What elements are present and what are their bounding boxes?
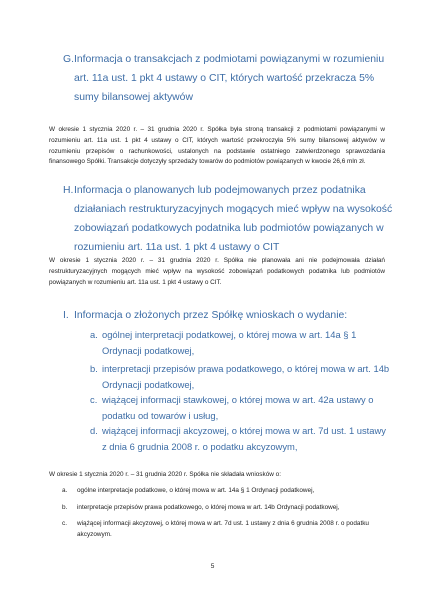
subitem-letter: d. [90,425,98,436]
subitem-letter: c. [90,394,98,405]
list-item-letter: a. [62,487,68,494]
subitem-text: wiążącej informacji stawkowej, o której mowa w art. 42a ustawy o podatku od towarów i usług, [102,394,374,422]
subitem-text: ogólnej interpretacji podatkowej, o której mowa w art. 14a § 1 Ordynacji podatkowej, [102,329,357,357]
list-item-text: wiążącej informacji akcyzowej, o której mowa w art. 7d ust. 1 ustawy z dnia 6 grudnia 2008 r. o podatku akcyzowym. [77,520,369,538]
section-i-body: W okresie 1 stycznia 2020 r. – 31 grudnia 2020 r. Spółka nie składała wniosków o: [49,471,281,478]
section-i-subitem-b [90,361,390,394]
subitem-text: interpretacji przepisów prawa podatkowego, o której mowa w art. 14b Ordynacji podatkowej, [102,363,390,391]
section-h-heading [63,181,398,257]
list-item-letter: c. [62,520,67,527]
section-i-title: Informacja o złożonych przez Spółkę wnioskach o wydanie: [74,310,348,321]
section-g-letter: G. [63,54,74,65]
subitem-letter: b. [90,363,98,374]
section-h-letter: H. [63,185,74,196]
section-i-subitem-a [90,327,390,360]
subitem-text: wiążącej informacji akcyzowej, o której mowa w art. 7d ust. 1 ustawy z dnia 6 grudnia 2008 r. o podatku akcyzowym, [102,425,386,453]
section-i-subitem-c [90,392,390,425]
section-h-title: Informacja o planowanych lub podejmowanych przez podatnika działaniach restrukturyzacyjnych mogących mieć wpływ na wysokość zobowiązań podatkowych podatnika lub podmiotów powiązanych w rozumieniu art. 11a ust. 1 pkt 4 ustawy o CIT [74,185,393,253]
section-i-letter: I. [63,310,69,321]
list-item-text: ogólne interpretacje podatkowe, o której mowa w art. 14a § 1 Ordynacji podatkowej, [77,487,315,494]
subitem-letter: a. [90,329,98,340]
page-number: 5 [210,563,215,570]
list-item-letter: b. [62,504,68,511]
section-i-subitem-d [90,423,390,456]
section-g-title: Informacja o transakcjach z podmiotami powiązanymi w rozumieniu art. 11a ust. 1 pkt 4 ustawy o CIT, których wartość przekracza 5% sumy bilansowej aktywów [74,54,385,103]
section-h-body: W okresie 1 stycznia 2020 r. – 31 grudnia 2020 r. Spółka nie planowała ani nie podejmowała działań restrukturyzacyjnych mogących mieć wpływ na wysokość zobowiązań podatkowych podatnika lub podmiotów powiązanych w rozumieniu art. 11a ust. 1 pkt 4 ustawy o CIT. [49,257,385,286]
section-i-list-item-b [62,503,382,514]
section-i-list-item-a [62,486,382,497]
section-i-list-item-c [62,519,382,541]
section-i-heading [63,306,398,325]
section-g-body: W okresie 1 stycznia 2020 r. – 31 grudnia 2020 r. Spółka była stroną transakcji z podmiotami powiązanymi w rozumieniu art. 11a ust. 1 pkt 4 ustawy o CIT, których wartość przekroczyła 5% sumy bilansowej aktywów w rozumieniu przepisów o rachunkowości, ustalonych na podstawie ostatniego zatwierdzonego sprawozdania finansowego Spółki. Transakcje dotyczyły sprzedaży towarów do podmiotów powiązanych w kwocie 26,6 mln zł. [49,126,385,166]
section-g-heading [63,50,398,107]
list-item-text: interpretacje przepisów prawa podatkowego, o której mowa w art. 14b Ordynacji podatkowej, [77,504,340,511]
